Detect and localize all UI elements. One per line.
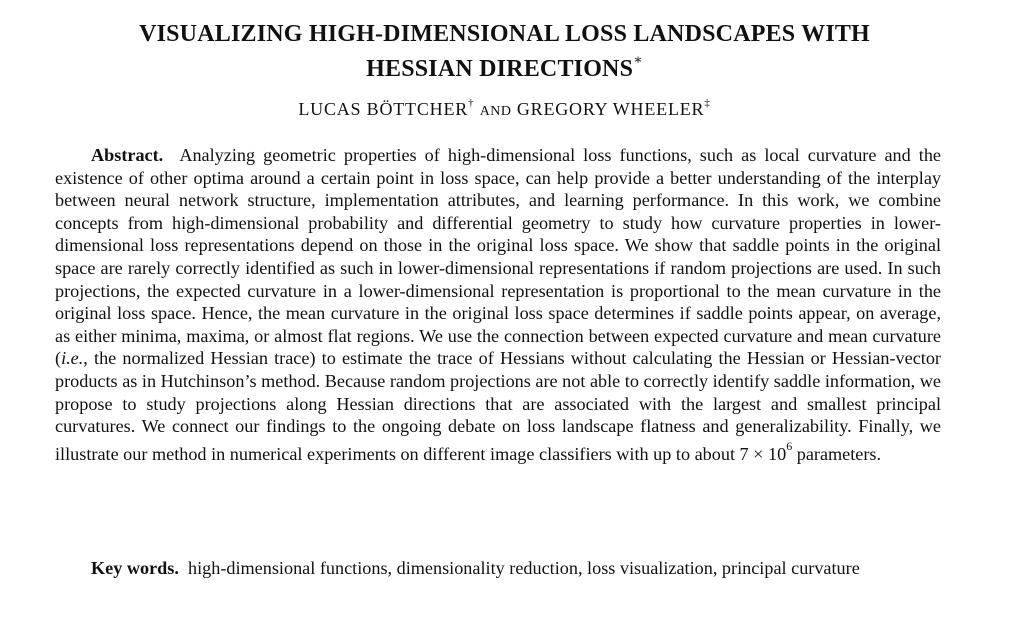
author-name-1: LUCAS BÖTTCHER [298,99,469,119]
abstract-label: Abstract. [91,145,164,165]
keywords-paragraph [55,557,941,580]
author-conjunction: AND [479,104,512,119]
abstract-text-2: , the normalized Hessian trace) to estimate the trace of Hessians without calculating the Hessian or Hessian-vector products as in Hutchinson’s method. Because random projections are not able to correctly identify saddle information, we propose to study projections along Hessian directions that are associated with the largest and smallest principal curvatures. We connect our findings to the ongoing debate on loss landscape flatness and generalizability. Finally, we illustrate our method in numerical experiments on different image classifiers with up to about 7 × 10 [55,348,941,464]
abstract-text-1: Analyzing geometric properties of high-dimensional loss functions, such as local curvature and the existence of other optima around a certain point in loss space, can help provide a better understanding of the interplay between neural network structure, implementation attributes, and learning performance. In this work, we combine concepts from high-dimensional probability and differential geometry to study how curvature properties in lower-dimensional loss representations depend on those in the original loss space. We show that saddle points in the original space are rarely correctly identified as such in lower-dimensional representations if random projections are used. In such projections, the expected curvature in a lower-dimensional representation is proportional to the mean curvature in the original loss space. Hence, the mean curvature in the original loss space determines if saddle points appear, on average, as either minima, maxima, or almost flat regions. We use the connection between expected curvature and mean curvature ( [55,145,941,369]
author-line [40,93,969,124]
author-2-footnote-marker: ‡ [704,97,711,109]
paper-title-line-2 [40,49,969,84]
paper-title-text-2: HESSIAN DIRECTIONS [366,56,634,82]
author-1-footnote-marker: † [468,97,475,109]
abstract-exponent: 6 [786,438,793,453]
paper-title-line-1 [40,19,969,49]
title-footnote-marker: ∗ [633,53,643,68]
abstract-paragraph [55,144,941,465]
abstract-text-3: parameters. [792,443,882,464]
keywords-text: high-dimensional functions, dimensionality reduction, loss visualization, principal curvature [188,558,860,578]
abstract-ie: i.e. [61,348,84,369]
keywords-label: Key words. [91,558,179,578]
author-name-2: GREGORY WHEELER [516,99,705,119]
paper-title-text-1: VISUALIZING HIGH-DIMENSIONAL LOSS LANDSCAPES WITH [139,21,870,47]
